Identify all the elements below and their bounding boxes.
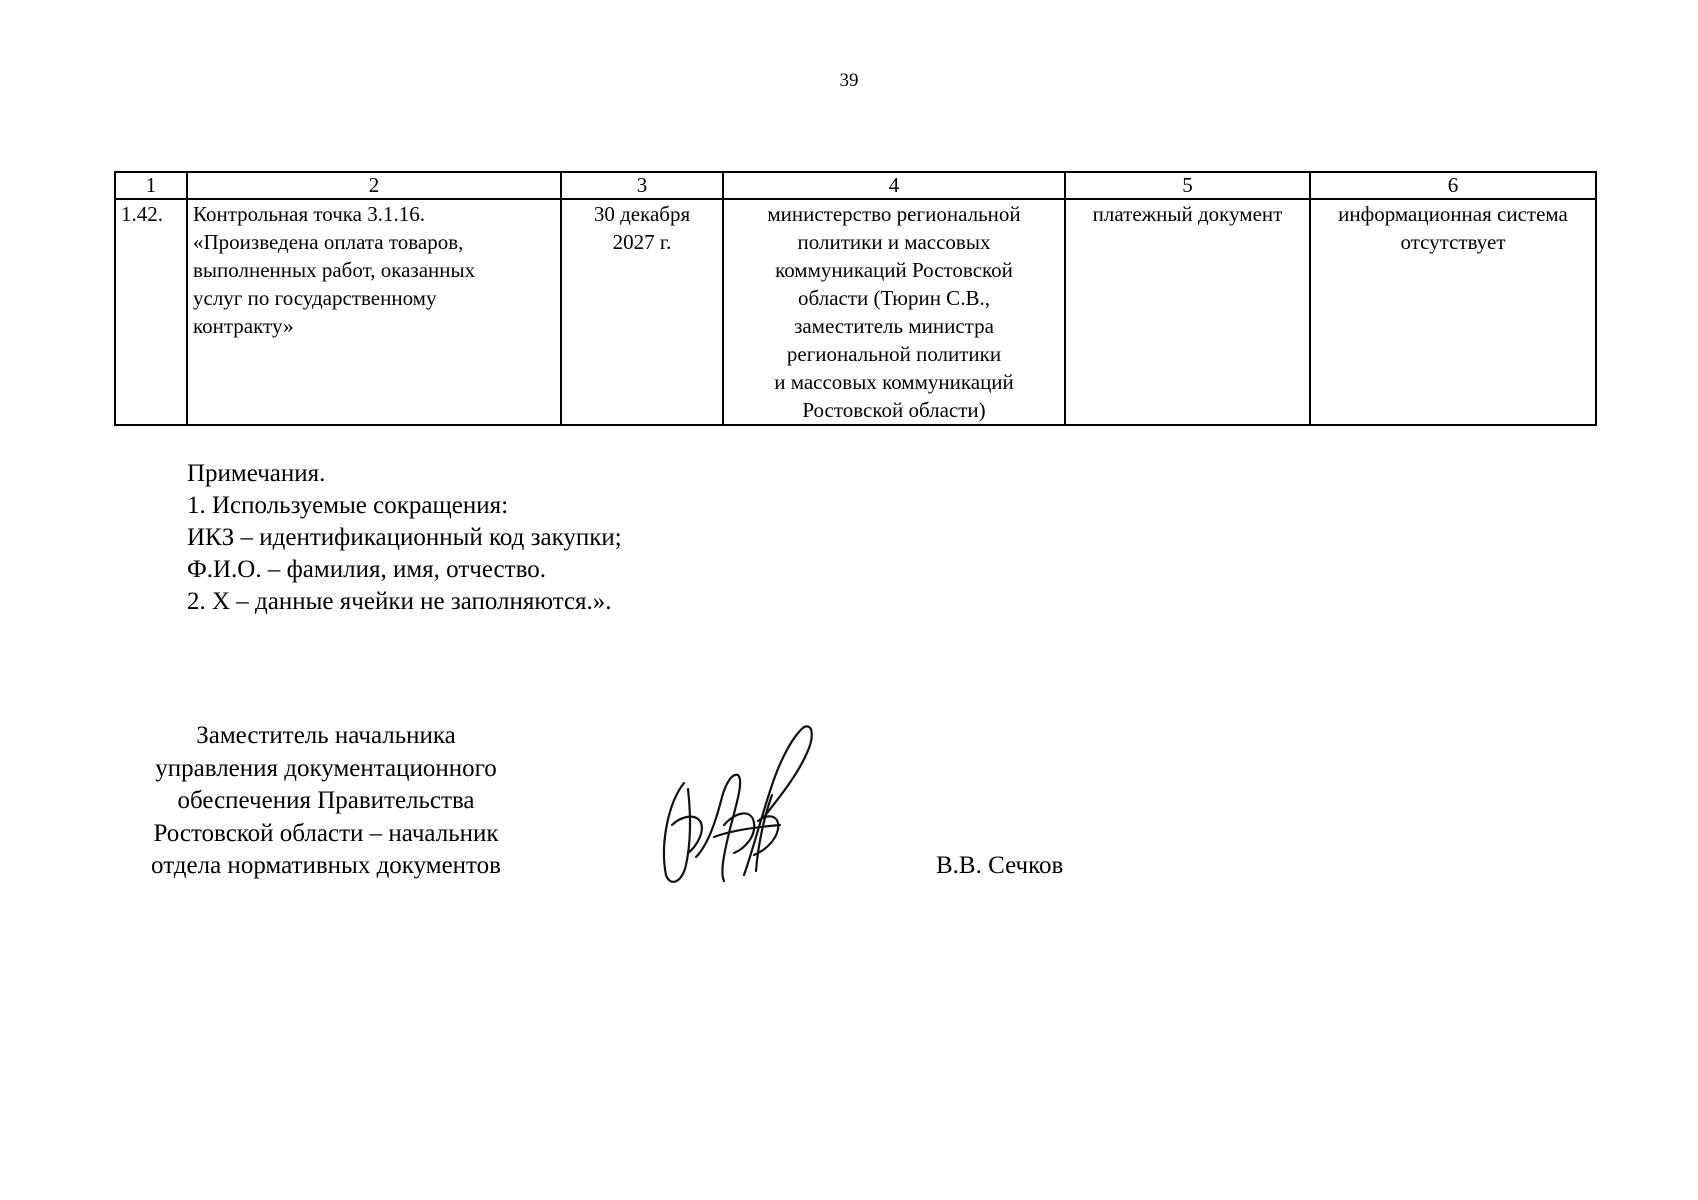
column-header-4: 4: [723, 172, 1065, 199]
note-line: 1. Используемые сокращения:: [187, 492, 509, 519]
responsible-line: министерство региональной: [767, 202, 1021, 226]
signer-position: [110, 720, 542, 883]
signer-position-line: отдела нормативных документов: [151, 852, 501, 879]
signer-name: В.В. Сечков: [936, 852, 1064, 879]
signer-position-line: обеспечения Правительства: [177, 787, 475, 814]
deadline-cell: [561, 199, 723, 425]
column-header-2: 2: [187, 172, 561, 199]
deadline-line: 30 декабря: [593, 202, 691, 226]
note-line: 2. Х – данные ячейки не заполняются.».: [187, 588, 612, 615]
note-line: Ф.И.О. – фамилия, имя, отчество.: [187, 556, 546, 583]
note-line: ИКЗ – идентификационный код закупки;: [187, 524, 622, 551]
information-system-line: отсутствует: [1400, 230, 1506, 254]
document-type: платежный документ: [1092, 202, 1283, 226]
notes-section: [187, 458, 622, 618]
control-point-name-line: услуг по государственному: [193, 286, 437, 310]
column-header-5: 5: [1065, 172, 1310, 199]
handwritten-signature: [660, 725, 820, 890]
responsible-line: и массовых коммуникаций: [774, 370, 1014, 394]
control-point-name-line: контракту»: [193, 314, 294, 338]
responsible-line: области (Тюрин С.В.,: [798, 286, 990, 310]
signer-position-line: управления документационного: [155, 754, 497, 782]
deadline-line: 2027 г.: [612, 230, 672, 254]
row-number-cell: [115, 199, 187, 425]
control-point-name-line: выполненных работ, оказанных: [193, 258, 476, 282]
responsible-line: коммуникаций Ростовской: [775, 258, 1013, 282]
row-number: 1.42.: [121, 202, 163, 226]
notes-heading: Примечания.: [187, 460, 326, 487]
information-system-line: информационная система: [1338, 202, 1568, 226]
responsible-line: заместитель министра: [794, 314, 994, 338]
signer-position-line: Заместитель начальника: [196, 722, 456, 749]
control-point-name-line: Контрольная точка 3.1.16.: [193, 202, 426, 226]
column-header-1: 1: [115, 172, 187, 199]
table-row: [115, 199, 1596, 425]
responsible-cell: [723, 199, 1065, 425]
page-number: 39: [839, 70, 859, 91]
control-points-table: [114, 171, 1597, 426]
column-header-3: 3: [561, 172, 723, 199]
document-cell: [1065, 199, 1310, 425]
table-header-row: [115, 172, 1596, 199]
responsible-line: Ростовской области): [802, 398, 986, 422]
column-header-6: 6: [1310, 172, 1596, 199]
signer-position-line: Ростовской области – начальник: [153, 819, 499, 847]
information-system-cell: [1310, 199, 1596, 425]
control-point-name-line: «Произведена оплата товаров,: [193, 230, 464, 254]
control-point-name-cell: [187, 199, 561, 425]
responsible-line: политики и массовых: [797, 230, 991, 254]
responsible-line: региональной политики: [786, 342, 1002, 366]
